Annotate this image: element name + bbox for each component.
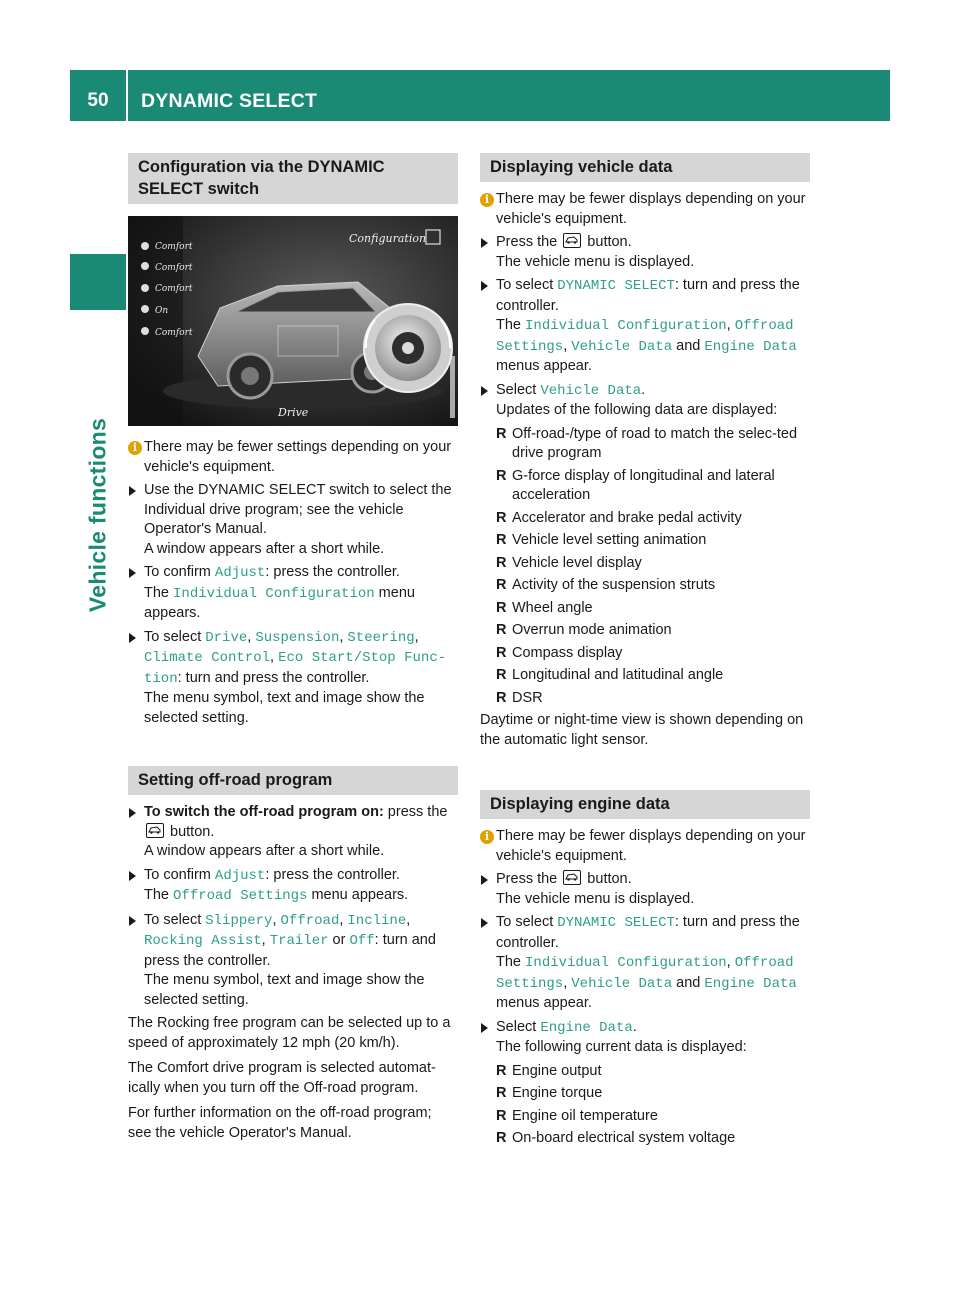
arrow-icon <box>481 281 488 291</box>
figure-menu-item: Comfort <box>155 242 193 252</box>
list-item: R On-board electrical system voltage <box>496 1130 736 1146</box>
instruction-step: To select Slippery, Offroad, Incline, Rocking Assist, Trailer or Off: turn and press the controller. The menu symbol, text and image show the selected setting. <box>128 911 458 1011</box>
list-item: R Vehicle level setting animation <box>496 532 707 548</box>
list-item: R Vehicle level display <box>496 554 642 571</box>
car-icon <box>563 870 581 885</box>
sidebar-marker <box>70 254 126 310</box>
info-icon: i <box>480 830 494 844</box>
list-item: R Compass display <box>496 644 623 661</box>
figure-title: Configuration <box>349 232 427 245</box>
instruction-step: To select Drive, Suspension, Steering, Climate Control, Eco Start/Stop Func-tion: turn and press the controller. The menu symbol, text and image show the selected setting. <box>128 628 458 729</box>
figure-menu-item: Comfort <box>155 328 193 338</box>
arrow-icon <box>481 1023 488 1033</box>
arrow-icon <box>481 386 488 396</box>
paragraph: For further information on the off-road program; see the vehicle Operator's Manual. <box>128 1105 432 1141</box>
arrow-icon <box>129 871 136 881</box>
info-note: i There may be fewer displays depending on your vehicle's equipment. <box>480 827 810 866</box>
info-note: i There may be fewer settings depending on your vehicle's equipment. <box>128 438 458 477</box>
header-divider <box>126 70 128 121</box>
paragraph: Daytime or night-time view is shown depending on the automatic light sensor. <box>480 712 804 748</box>
instruction-step: Select Engine Data. The following current data is displayed: <box>480 1018 810 1058</box>
list-item: R Longitudinal and latitudinal angle <box>496 667 724 683</box>
instruction-step: Press the button. The vehicle menu is displayed. <box>480 233 810 272</box>
list-item: R Overrun mode animation <box>496 622 672 638</box>
arrow-icon <box>481 918 488 928</box>
instruction-step: Use the DYNAMIC SELECT switch to select the Individual drive program; see the vehicle Operator's Manual. A window appears after a short while. <box>128 481 458 559</box>
figure-menu-item: Comfort <box>155 284 193 294</box>
chapter-title: DYNAMIC SELECT <box>141 90 318 112</box>
instruction-step: To select DYNAMIC SELECT: turn and press the controller. The Individual Configuration, Offroad Settings, Vehicle Data and Engine Data menus appear. <box>480 913 810 1014</box>
car-icon <box>563 233 581 248</box>
list-item: R Off-road-/type of road to match the selec-ted drive program <box>496 425 798 461</box>
instruction-step: To select DYNAMIC SELECT: turn and press the controller. The Individual Configuration, Offroad Settings, Vehicle Data and Engine Data menus appear. <box>480 276 810 377</box>
left-column <box>128 153 458 1149</box>
section-title: Configuration via the DYNAMIC SELECT switch <box>128 153 458 204</box>
section-title: Displaying engine data <box>480 790 810 819</box>
list-item: R Wheel angle <box>496 599 593 616</box>
arrow-icon <box>129 808 136 818</box>
paragraph: The Rocking free program can be selected up to a speed of approximately 12 mph (20 km/h). <box>128 1015 451 1051</box>
section-title: Displaying vehicle data <box>480 153 810 182</box>
arrow-icon <box>129 486 136 496</box>
list-item: R Activity of the suspension struts <box>496 577 716 593</box>
right-column <box>480 153 810 1152</box>
figure-illustration <box>128 216 458 426</box>
car-icon <box>146 823 164 838</box>
list-item: R Engine oil temperature <box>496 1107 658 1124</box>
instruction-step: To confirm Adjust: press the controller. The Individual Configuration menu appears. <box>128 563 458 624</box>
figure-mode-label: Drive <box>278 406 309 419</box>
list-item: R Engine torque <box>496 1085 603 1101</box>
figure-menu-item: On <box>155 306 169 316</box>
list-item: R Accelerator and brake pedal activity <box>496 509 742 526</box>
section-title: Setting off-road program <box>128 766 458 795</box>
instruction-step: To switch the off-road program on: press the button. A window appears after a short while. <box>128 803 458 862</box>
list-item: R G-force display of longitudinal and lateral acceleration <box>496 467 775 503</box>
info-note: i There may be fewer displays depending on your vehicle's equipment. <box>480 190 810 229</box>
list-item: R Engine output <box>496 1062 602 1079</box>
bullet-list <box>480 425 810 709</box>
instruction-step: Press the button. The vehicle menu is displayed. <box>480 870 810 909</box>
figure-menu-item: Comfort <box>155 263 193 273</box>
arrow-icon <box>129 568 136 578</box>
paragraph: The Comfort drive program is selected automat-ically when you turn off the Off-road program. <box>128 1060 436 1096</box>
instruction-step: To confirm Adjust: press the controller. The Offroad Settings menu appears. <box>128 866 458 907</box>
info-icon: i <box>128 441 142 455</box>
info-icon: i <box>480 193 494 207</box>
arrow-icon <box>129 633 136 643</box>
dynamic-select-figure <box>128 216 458 426</box>
page-number: 50 <box>87 90 109 111</box>
arrow-icon <box>481 238 488 248</box>
arrow-icon <box>481 875 488 885</box>
list-item: R DSR <box>496 689 543 706</box>
arrow-icon <box>129 916 136 926</box>
bullet-list <box>480 1062 810 1149</box>
instruction-step: Select Vehicle Data. Updates of the following data are displayed: <box>480 381 810 421</box>
